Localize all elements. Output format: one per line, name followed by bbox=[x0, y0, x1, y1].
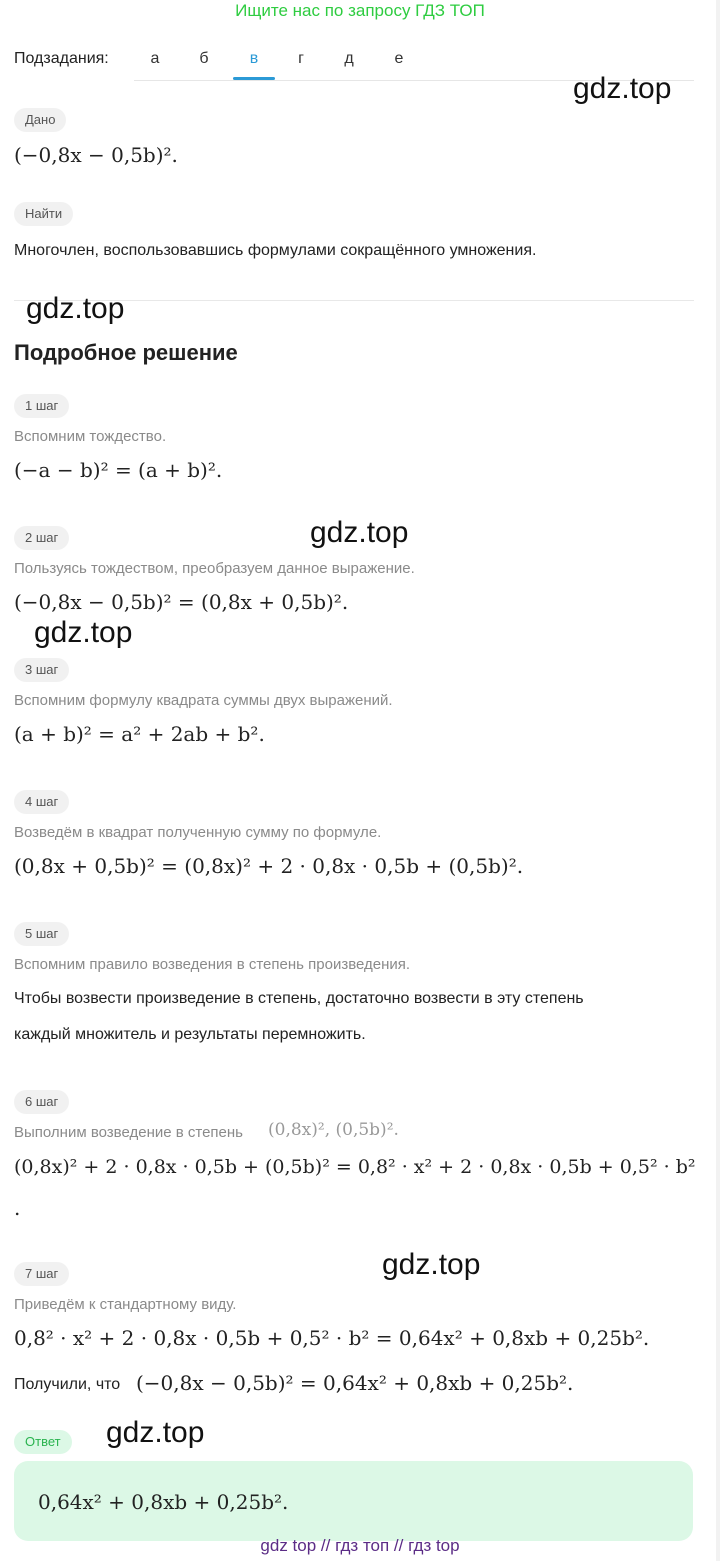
step-expression: (a + b)² = a² + 2ab + b². bbox=[14, 722, 265, 746]
step-chip: 2 шаг bbox=[14, 526, 69, 550]
step-subtitle: Возведём в квадрат полученную сумму по формуле. bbox=[14, 824, 382, 841]
step-subtitle: Вспомним формулу квадрата суммы двух выражений. bbox=[14, 692, 393, 709]
search-hint-banner: Ищите нас по запросу ГДЗ ТОП bbox=[235, 1, 485, 20]
step-chip: 4 шаг bbox=[14, 790, 69, 814]
step-expression: 0,8² · x² + 2 · 0,8x · 0,5b + 0,5² · b² = 0,64x² + 0,8xb + 0,25b². bbox=[14, 1326, 650, 1350]
tab-d[interactable]: д bbox=[344, 50, 354, 67]
step-text: каждый множитель и результаты перемножить. bbox=[14, 1026, 366, 1043]
step-subtitle-math: (0,8x)², (0,5b)². bbox=[268, 1120, 399, 1140]
watermark: gdz.top bbox=[573, 72, 672, 105]
step-subtitle: Выполним возведение в степень bbox=[14, 1124, 243, 1141]
subtasks-label: Подзадания: bbox=[14, 50, 109, 67]
step-chip: 7 шаг bbox=[14, 1262, 69, 1286]
step-expression: (0,8x)² + 2 · 0,8x · 0,5b + (0,5b)² = 0,8² · x² + 2 · 0,8x · 0,5b + 0,5² · b² bbox=[14, 1156, 696, 1178]
tab-g[interactable]: г bbox=[298, 50, 304, 67]
tab-b[interactable]: б bbox=[199, 50, 209, 67]
watermark: gdz.top bbox=[34, 616, 133, 649]
scrollbar-track[interactable] bbox=[716, 0, 720, 1561]
watermark: gdz.top bbox=[106, 1416, 205, 1449]
watermark: gdz.top bbox=[382, 1248, 481, 1281]
step-chip: 6 шаг bbox=[14, 1090, 69, 1114]
result-prefix: Получили, что bbox=[14, 1376, 121, 1393]
step-expression: (−0,8x − 0,5b)² = (0,8x + 0,5b)². bbox=[14, 590, 349, 614]
answer-expression: 0,64x² + 0,8xb + 0,25b². bbox=[38, 1490, 289, 1514]
step-subtitle: Вспомним тождество. bbox=[14, 428, 167, 445]
find-text: Многочлен, воспользовавшись формулами сокращённого умножения. bbox=[14, 242, 537, 259]
step-expression: (0,8x + 0,5b)² = (0,8x)² + 2 · 0,8x · 0,5b + (0,5b)². bbox=[14, 854, 524, 878]
step-expression: (−a − b)² = (a + b)². bbox=[14, 458, 223, 482]
tab-e[interactable]: е bbox=[394, 50, 404, 67]
step-text: Чтобы возвести произведение в степень, достаточно возвести в эту степень bbox=[14, 990, 584, 1007]
step-chip: 1 шаг bbox=[14, 394, 69, 418]
answer-chip: Ответ bbox=[14, 1430, 72, 1454]
step-expression-tail: . bbox=[14, 1196, 21, 1220]
watermark: gdz.top bbox=[310, 516, 409, 549]
given-chip: Дано bbox=[14, 108, 66, 132]
tab-a[interactable]: а bbox=[150, 50, 160, 67]
step-chip: 5 шаг bbox=[14, 922, 69, 946]
step-subtitle: Пользуясь тождеством, преобразуем данное выражение. bbox=[14, 560, 415, 577]
active-tab-indicator bbox=[233, 77, 275, 80]
step-subtitle: Приведём к стандартному виду. bbox=[14, 1296, 237, 1313]
step-subtitle: Вспомним правило возведения в степень произведения. bbox=[14, 956, 411, 973]
given-expression: (−0,8x − 0,5b)². bbox=[14, 143, 178, 167]
step-chip: 3 шаг bbox=[14, 658, 69, 682]
footer-links[interactable]: gdz top // гдз топ // гдз top bbox=[260, 1536, 460, 1555]
result-expression: (−0,8x − 0,5b)² = 0,64x² + 0,8xb + 0,25b². bbox=[136, 1371, 574, 1395]
solution-title: Подробное решение bbox=[14, 340, 238, 365]
tab-v[interactable]: в bbox=[249, 50, 259, 67]
watermark: gdz.top bbox=[26, 292, 125, 325]
find-chip: Найти bbox=[14, 202, 73, 226]
